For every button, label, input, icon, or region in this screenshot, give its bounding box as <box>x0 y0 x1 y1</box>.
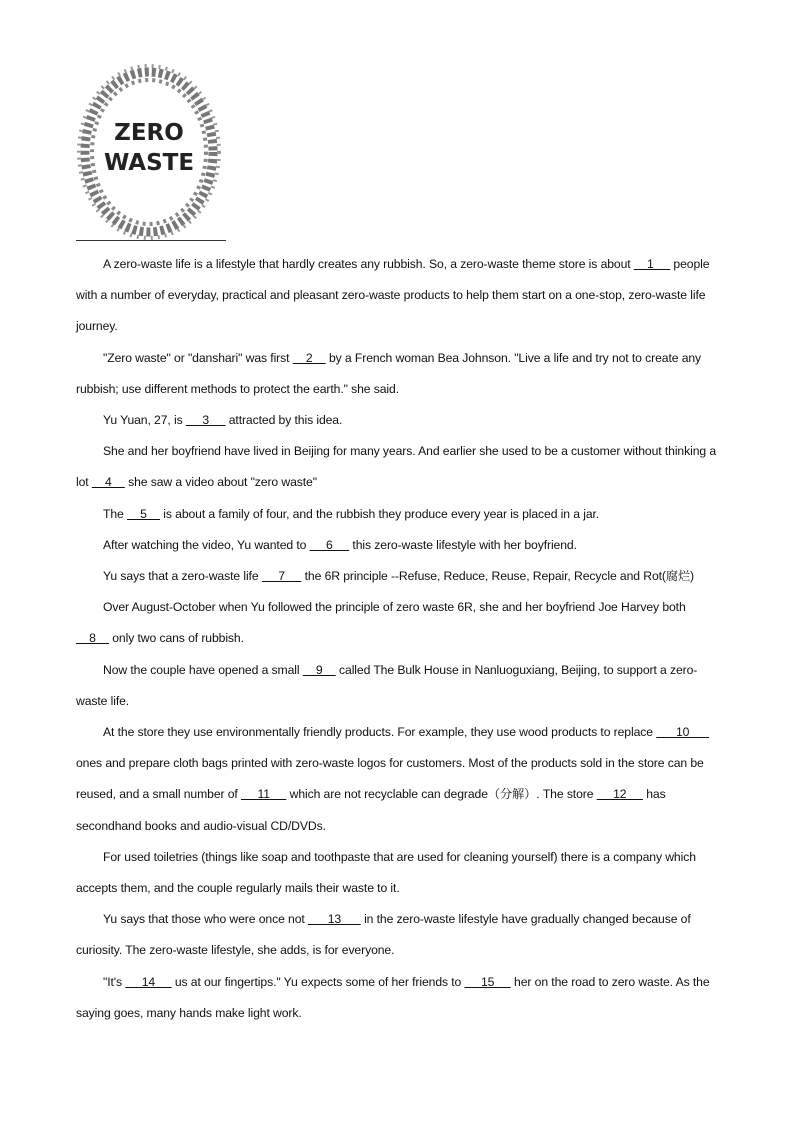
paragraph-text: has secondhand books and audio-visual CD/DVDs. <box>76 787 666 833</box>
answer-blank[interactable]: 13 <box>307 912 361 927</box>
paragraph-text: Yu says that a zero-waste life <box>103 569 262 584</box>
paragraph-text: this zero-waste lifestyle with her boyfriend. <box>349 537 577 552</box>
paragraph-text: she saw a video about "zero waste" <box>124 475 317 490</box>
paragraph-12 <box>76 904 718 966</box>
paragraph-text: After watching the video, Yu wanted to <box>103 537 310 552</box>
answer-blank[interactable]: 5 <box>127 506 160 521</box>
zero-waste-logo <box>74 58 224 244</box>
paragraph-text: "Zero waste" or "danshari" was first <box>103 350 293 365</box>
answer-blank[interactable]: 15 <box>464 974 511 989</box>
paragraph-text: in the zero-waste lifestyle have gradually changed because of curiosity. The zero-waste lifestyle, she adds, is for everyone. <box>76 912 691 958</box>
paragraph-text: ones and prepare cloth bags printed with zero-waste logos for customers. Most of the products sold in the store can be reused, and a small number of <box>76 756 704 802</box>
logo-line2: WASTE <box>103 150 195 176</box>
answer-blank[interactable]: 11 <box>241 787 287 802</box>
answer-blank[interactable]: 3 <box>185 413 226 428</box>
paragraph-7 <box>76 561 718 592</box>
answer-blank[interactable]: 1 <box>633 257 671 271</box>
answer-blank[interactable]: 12 <box>596 787 643 802</box>
paragraph-text: "It's <box>103 974 126 989</box>
paragraph-text: the 6R principle --Refuse, Reduce, Reuse, Repair, Recycle and Rot(腐烂) <box>301 569 695 584</box>
paragraph-text: which are not recyclable can degrade（分解）. The store <box>286 787 597 802</box>
paragraph-text: The <box>103 506 127 521</box>
paragraph-text: by a French woman Bea Johnson. "Live a life and try not to create any rubbish; use different methods to protect the earth." she said. <box>76 350 702 396</box>
paragraph-text: called The Bulk House in Nanluoguxiang, Beijing, to support a zero-waste life. <box>76 662 698 708</box>
paragraph-text: For used toiletries (things like soap and toothpaste that are used for cleaning yourself) there is a company which accepts them, and the couple regularly mails their waste to it. <box>76 849 696 896</box>
paragraph-text: is about a family of four, and the rubbish they produce every year is placed in a jar. <box>159 506 600 521</box>
logo-line1: ZERO <box>114 120 184 146</box>
logo-underline <box>76 240 226 241</box>
paragraph-6 <box>76 530 718 561</box>
answer-blank[interactable]: 8 <box>76 631 109 646</box>
answer-blank[interactable]: 10 <box>656 725 710 740</box>
paragraph-text: A zero-waste life is a lifestyle that hardly creates any rubbish. So, a zero-waste theme store is about <box>103 257 634 271</box>
paragraph-text: Over August-October when Yu followed the principle of zero waste 6R, she and her boyfriend Joe Harvey both <box>103 600 686 615</box>
paragraph-text: She and her boyfriend have lived in Beijing for many years. And earlier she used to be a customer without thinking a lot <box>76 444 717 490</box>
passage <box>76 249 718 1029</box>
paragraph-8 <box>76 592 718 654</box>
paragraph-4 <box>76 436 718 498</box>
paragraph-3 <box>76 405 718 436</box>
paragraph-5 <box>76 499 718 530</box>
answer-blank[interactable]: 6 <box>309 537 350 552</box>
paragraph-text: us at our fingertips." Yu expects some of her friends to <box>171 974 465 989</box>
paragraph-text: Now the couple have opened a small <box>103 662 303 677</box>
paragraph-text: people with a number of everyday, practical and pleasant zero-waste products to help them start on a one-stop, zero-waste life journey. <box>76 257 710 334</box>
paragraph-text: only two cans of rubbish. <box>108 631 244 646</box>
paragraph-2 <box>76 343 718 405</box>
paragraph-text: Yu Yuan, 27, is <box>103 413 186 428</box>
paragraph-text: attracted by this idea. <box>225 413 343 428</box>
answer-blank[interactable]: 14 <box>125 974 172 989</box>
paragraph-11 <box>76 842 718 904</box>
answer-blank[interactable]: 4 <box>91 475 125 490</box>
paragraph-9 <box>76 655 718 717</box>
paragraph-text: Yu says that those who were once not <box>103 912 308 927</box>
answer-blank[interactable]: 2 <box>292 350 326 365</box>
paragraph-text: her on the road to zero waste. As the saying goes, many hands make light work. <box>76 974 710 1020</box>
paragraph-10 <box>76 717 718 842</box>
answer-blank[interactable]: 9 <box>302 662 336 677</box>
answer-blank[interactable]: 7 <box>261 569 302 584</box>
paragraph-13 <box>76 967 718 1029</box>
paragraph-text: At the store they use environmentally friendly products. For example, they use wood products to replace <box>103 725 657 740</box>
paragraph-1 <box>76 249 718 343</box>
